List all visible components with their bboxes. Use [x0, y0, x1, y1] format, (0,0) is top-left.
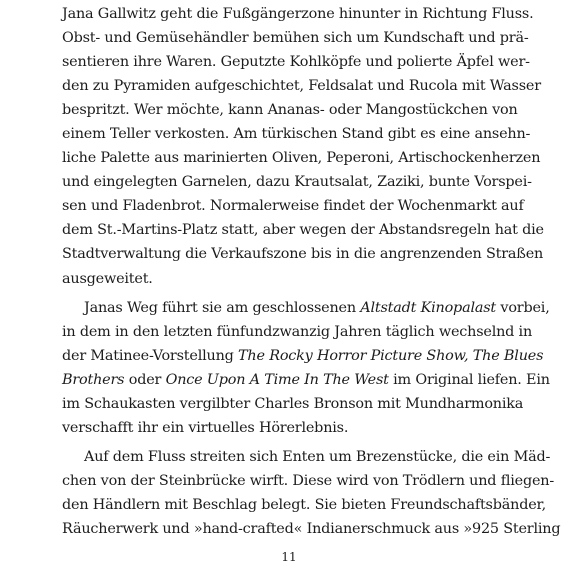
- text-run: im Schaukasten vergilbter Charles Bronson mit Mundharmonika: [62, 395, 524, 412]
- italic-title: Once Upon A Time In The West: [165, 371, 389, 388]
- text-line: [62, 368, 550, 392]
- text-line: [62, 416, 515, 440]
- paragraph-1: [62, 2, 544, 291]
- text-run: Janas Weg führt sie am geschlossenen: [84, 299, 361, 316]
- text-line: Auf dem Fluss streiten sich Enten um Brezenstücke, die ein Mäd-: [84, 448, 551, 465]
- paragraph-3: [62, 445, 561, 541]
- italic-title: Brothers: [62, 371, 125, 388]
- text-run: im Original liefen. Ein: [388, 371, 550, 388]
- paragraph-2: [62, 296, 550, 440]
- text-line: Stadtverwaltung die Verkaufszone bis in die angrenzenden Straßen: [62, 246, 544, 263]
- body-text: [62, 2, 561, 541]
- text-line: den Händlern mit Beschlag belegt. Sie bieten Freundschaftsbänder,: [62, 496, 546, 513]
- text-line: [62, 392, 524, 416]
- text-run: in dem in den letzten fünfundzwanzig Jahren täglich wechselnd in: [62, 323, 533, 340]
- text-line: bespritzt. Wer möchte, kann Ananas- oder Mangostückchen von: [62, 102, 518, 119]
- text-line: sen und Fladenbrot. Normalerweise findet der Wochenmarkt auf: [62, 198, 524, 215]
- text-line: chen von der Steinbrücke wirft. Diese wird von Trödlern und fliegen-: [62, 472, 554, 489]
- text-line: [62, 344, 544, 368]
- text-run: vorbei,: [496, 299, 550, 316]
- text-line: ausgeweitet.: [62, 270, 153, 287]
- text-run: verschafft ihr ein virtuelles Hörerlebnis.: [62, 419, 349, 436]
- text-line: Räucherwerk und »hand-crafted« Indianerschmuck aus »925 Sterling: [62, 520, 561, 537]
- text-line: den zu Pyramiden aufgeschichtet, Feldsalat und Rucola mit Wasser: [62, 78, 541, 95]
- text-run: oder: [124, 371, 166, 388]
- text-line: dem St.-Martins-Platz statt, aber wegen der Abstandsregeln hat die: [62, 222, 544, 239]
- text-line: und eingelegten Garnelen, dazu Krautsalat, Zaziki, bunte Vorspei-: [62, 174, 532, 191]
- text-line: [62, 320, 533, 344]
- text-line: sentieren ihre Waren. Geputzte Kohlköpfe und polierte Äpfel wer-: [62, 54, 530, 71]
- text-line: liche Palette aus marinierten Oliven, Peperoni, Artischockenherzen: [62, 150, 541, 167]
- italic-title: Altstadt Kinopalast: [360, 299, 497, 316]
- text-line: Obst- und Gemüsehändler bemühen sich um Kundschaft und prä-: [62, 30, 529, 47]
- page-number: 11: [281, 550, 297, 564]
- text-line: Jana Gallwitz geht die Fußgängerzone hinunter in Richtung Fluss.: [62, 6, 534, 22]
- text-line: einem Teller verkosten. Am türkischen Stand gibt es eine ansehn-: [62, 126, 531, 143]
- text-line: [62, 296, 550, 320]
- italic-title: The Rocky Horror Picture Show, The Blues: [238, 347, 544, 364]
- text-run: der Matinee-Vorstellung: [62, 347, 239, 364]
